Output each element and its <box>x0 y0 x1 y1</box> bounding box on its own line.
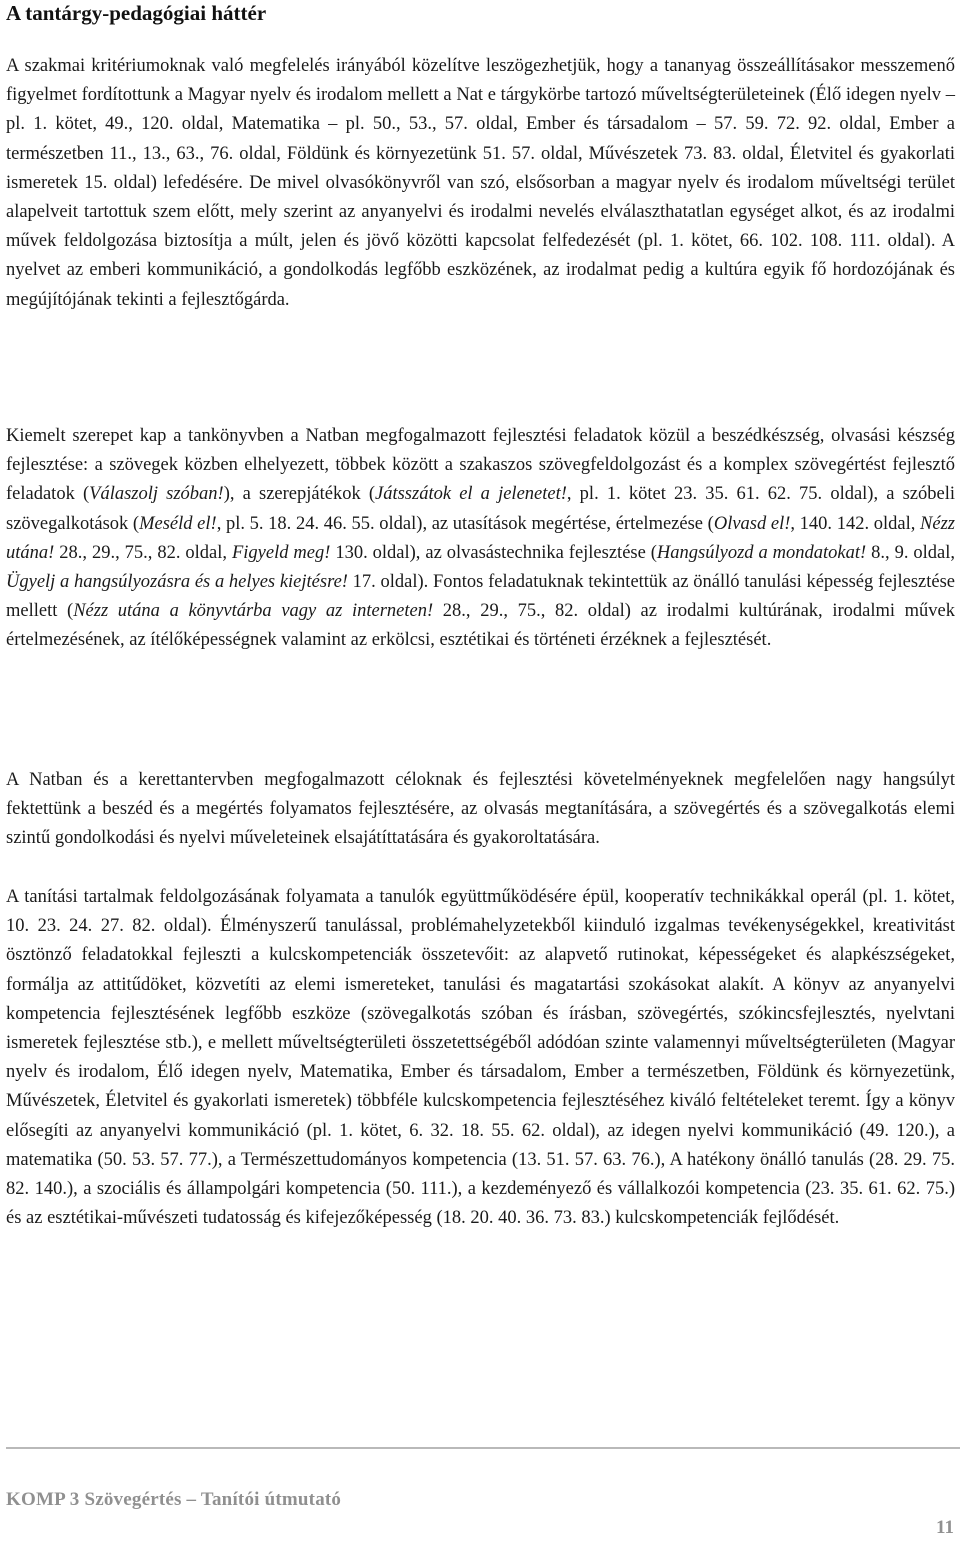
text-run: , pl. 5. 18. 24. 46. 55. oldal), az utasítások megértése, értelmezése ( <box>216 513 714 534</box>
section-title: A tantárgy-pedagógiai háttér <box>6 1 267 25</box>
italic-phrase: Nézz utána! <box>6 513 955 563</box>
text-run: 17. oldal). Fontos feladatuknak tekintettük az önálló tanulási képesség fejlesztése mellett ( <box>6 572 955 622</box>
text-run: 28., 29., 75., 82. oldal) az irodalmi kultúrának, irodalmi művek értelmezésének, az ítélőképességnek valamint az erkölcsi, esztétikai és történeti érzéknek a fejlesztését. <box>6 601 955 651</box>
text-run: 8., 9. oldal, <box>866 542 955 563</box>
paragraph-3 <box>6 766 955 854</box>
footer-divider <box>6 1447 960 1449</box>
text-run: ), a szerepjátékok ( <box>223 484 375 505</box>
italic-phrase: Nézz utána a könyvtárba vagy az interneten! <box>73 601 434 622</box>
text-run: , 140. 142. oldal, <box>790 513 921 534</box>
italic-phrase: Válaszolj szóban! <box>89 484 224 505</box>
text-run: Kiemelt szerepet kap a tankönyvben a Natban megfogalmazott fejlesztési feladatok közül a beszédkészség, olvasási készség fejlesztése: a szövegek közben elhelyezett, többek között a szakaszos szövegfeldolgozást és a komplex szövegértést fejlesztő feladatok ( <box>6 426 955 505</box>
paragraph-2 <box>6 422 955 656</box>
italic-phrase: Hangsúlyozd a mondatokat! <box>656 542 867 563</box>
italic-phrase: Meséld el! <box>139 513 217 534</box>
paragraph-4 <box>6 883 955 1233</box>
text-run: A tanítási tartalmak feldolgozásának folyamata a tanulók együttműködésére épül, kooperatív technikákkal operál (pl. 1. kötet, 10. 23. 24. 27. 82. oldal). Élményszerű tanulással, problémahelyzetekből kiinduló izgalmas tevékenységekkel, kreativitást ösztönző feladatokkal fejleszti a kulcskompetenciák összetevőit: az alapvető rutinokat, képességeket és alapkészségeket, formálja az attitűdöket, közvetíti az elemi ismereteket, tanulási és magatartási szokásokat alakít. A könyv az anyanyelvi kompetencia fejlesztésének legfőbb eszköze (szövegalkotás szóban és írásban, szövegértés, szókincsfejlesztés, nyelvtani ismeretek fejlesztése stb.), e mellett műveltségterületi összetettségéből adódóan szinte valamennyi műveltségterületen (Magyar nyelv és irodalom, Élő idegen nyelv, Matematika, Ember és társadalom, Ember a természetben, Földünk és környezetünk, Művészetek, Életvitel és gyakorlati ismeretek) többféle kulcskompetencia fejlesztéséhez kiváló feltételeket teremt. Így a könyv elősegíti az anyanyelvi kommunikáció (pl. 1. kötet, 6. 32. 18. 55. 62. oldal), az idegen nyelvi kommunikáció (49. 120.), a matematika (50. 53. 57. 77.), a Természettudományos kompetencia (13. 51. 57. 63. 76.), A hatékony önálló tanulás (28. 29. 75. 82. 140.), a szociális és állampolgári kompetencia (50. 111.), a kezdeményező és vállalkozói kompetencia (23. 35. 61. 62. 75.) és az esztétikai-művészeti tudatosság és kifejezőképesség (18. 20. 40. 36. 73. 83.) kulcskompetenciák fejlődését. <box>6 887 955 1229</box>
page-number: 11 <box>936 1517 954 1538</box>
footer-title: KOMP 3 Szövegértés – Tanítói útmutató <box>6 1489 342 1510</box>
text-run: A Natban és a kerettantervben megfogalmazott céloknak és fejlesztési követelményeknek megfelelően nagy hangsúlyt fektettünk a beszéd és a megértés folyamatos fejlesztésére, az olvasás megtanítására, a szövegértés és a szövegalkotás elemi szintű gondolkodási és nyelvi műveleteinek elsajátíttatására és gyakoroltatására. <box>6 770 955 849</box>
paragraph-1 <box>6 52 955 315</box>
italic-phrase: Olvasd el! <box>713 513 791 534</box>
text-run: 28., 29., 75., 82. oldal, <box>54 542 232 563</box>
text-run: , pl. 1. kötet 23. 35. 61. 62. 75. oldal), a szóbeli szövegalkotások ( <box>6 484 955 534</box>
italic-phrase: Figyeld meg! <box>231 542 331 563</box>
italic-phrase: Játsszátok el a jelenetet! <box>375 484 567 505</box>
text-run: 130. oldal), az olvasástechnika fejlesztése ( <box>330 542 657 563</box>
italic-phrase: Ügyelj a hangsúlyozásra és a helyes kiejtésre! <box>6 572 348 593</box>
text-run: A szakmai kritériumoknak való megfelelés irányából közelítve leszögezhetjük, hogy a tananyag összeállításakor messzemenő figyelmet fordítottunk a Magyar nyelv és irodalom mellett a Nat e tárgykörbe tartozó műveltségterületeinek (Élő idegen nyelv – pl. 1. kötet, 49., 120. oldal, Matematika – pl. 50., 53., 57. oldal, Ember és társadalom – 57. 59. 72. 92. oldal, Ember a természetben 11., 13., 63., 76. oldal, Földünk és környezetünk 51. 57. oldal, Művészetek 73. 83. oldal, Életvitel és gyakorlati ismeretek 15. oldal) lefedésére. De mivel olvasókönyvről van szó, elsősorban a magyar nyelv és irodalom műveltségi terület alapelveit tartottuk szem előtt, mely szerint az anyanyelvi és irodalmi nevelés elválaszthatatlan egységet alkot, és az irodalmi művek feldolgozása biztosítja a múlt, jelen és jövő közötti kapcsolat felfedezését (pl. 1. kötet, 66. 102. 108. 111. oldal). A nyelvet az emberi kommunikáció, a gondolkodás legfőbb eszközének, az irodalmat pedig a kultúra egyik fő hordozójának és megújítójának tekinti a fejlesztőgárda. <box>6 56 955 310</box>
